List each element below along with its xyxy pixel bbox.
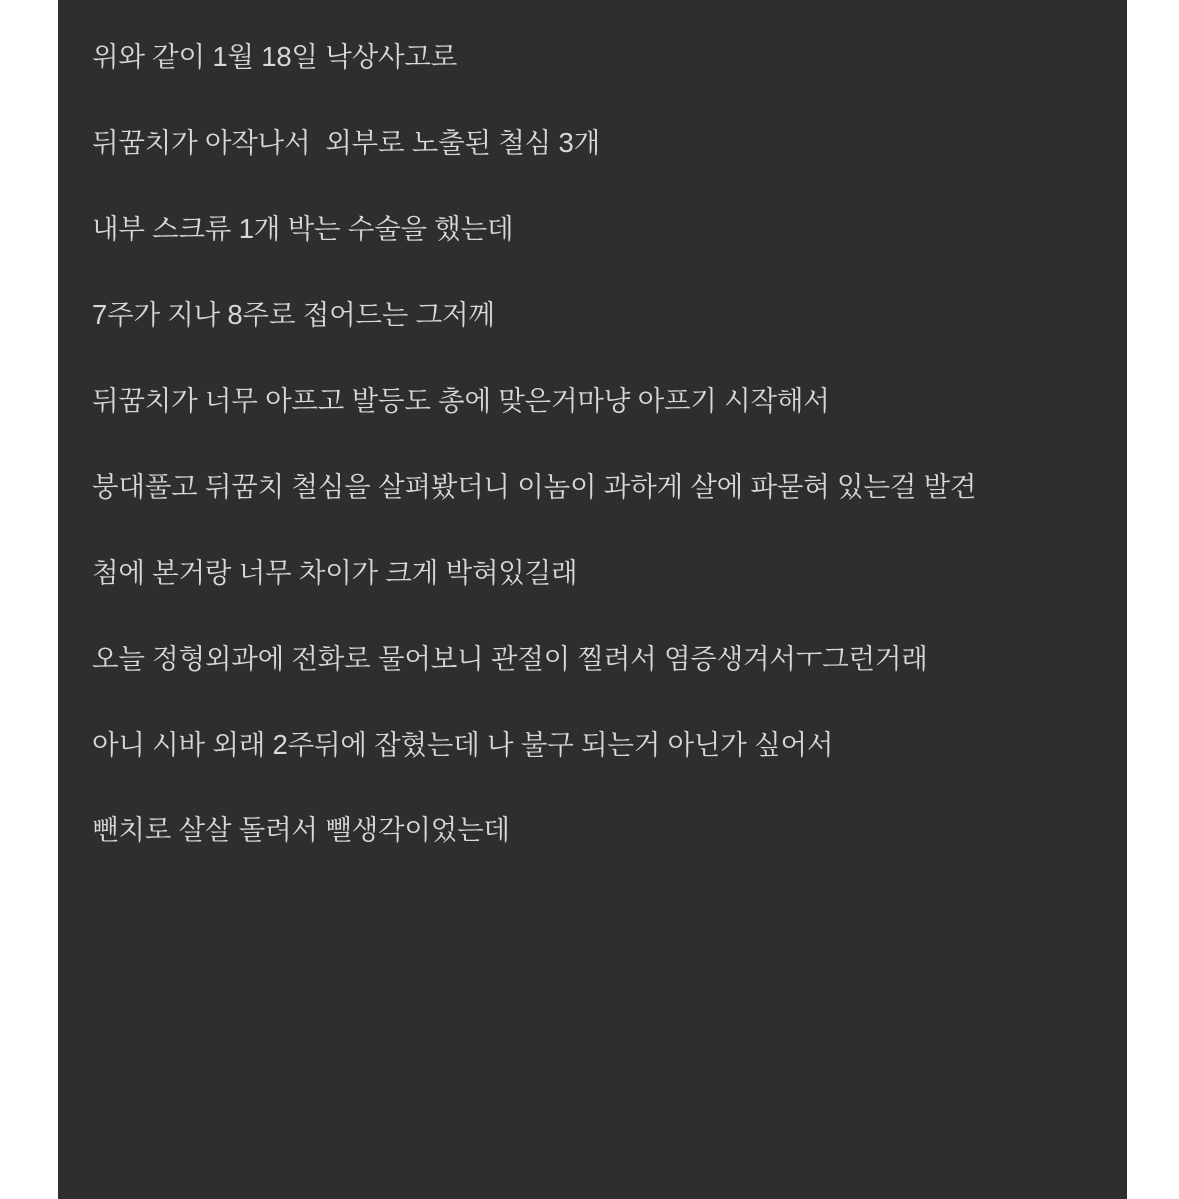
post-body bbox=[92, 38, 1093, 849]
post-paragraph: 뺀치로 살살 돌려서 뺄생각이었는데 bbox=[92, 814, 510, 846]
post-panel bbox=[58, 0, 1127, 1199]
post-paragraph: 오늘 정형외과에 전화로 물어보니 관절이 찔려서 염증생겨서ㅜ그런거래 bbox=[92, 642, 928, 674]
left-margin bbox=[0, 0, 58, 1199]
post-paragraph: 7주가 지나 8주로 접어드는 그저께 bbox=[92, 298, 495, 330]
post-paragraph: 내부 스크류 1개 박는 수술을 했는데 bbox=[92, 212, 514, 244]
right-margin bbox=[1127, 0, 1179, 1199]
post-paragraph: 위와 같이 1월 18일 낙상사고로 bbox=[92, 41, 458, 72]
post-paragraph: 붕대풀고 뒤꿈치 철심을 살펴봤더니 이놈이 과하게 살에 파묻혀 있는걸 발견 bbox=[92, 470, 977, 502]
post-paragraph: 첨에 본거랑 너무 차이가 크게 박혀있길래 bbox=[92, 556, 578, 588]
post-paragraph: 아니 시바 외래 2주뒤에 잡혔는데 나 불구 되는거 아닌가 싶어서 bbox=[92, 728, 834, 760]
post-paragraph: 뒤꿈치가 너무 아프고 발등도 총에 맞은거마냥 아프기 시작해서 bbox=[92, 384, 830, 416]
post-paragraph: 뒤꿈치가 아작나서 외부로 노출된 철심 3개 bbox=[92, 126, 600, 158]
